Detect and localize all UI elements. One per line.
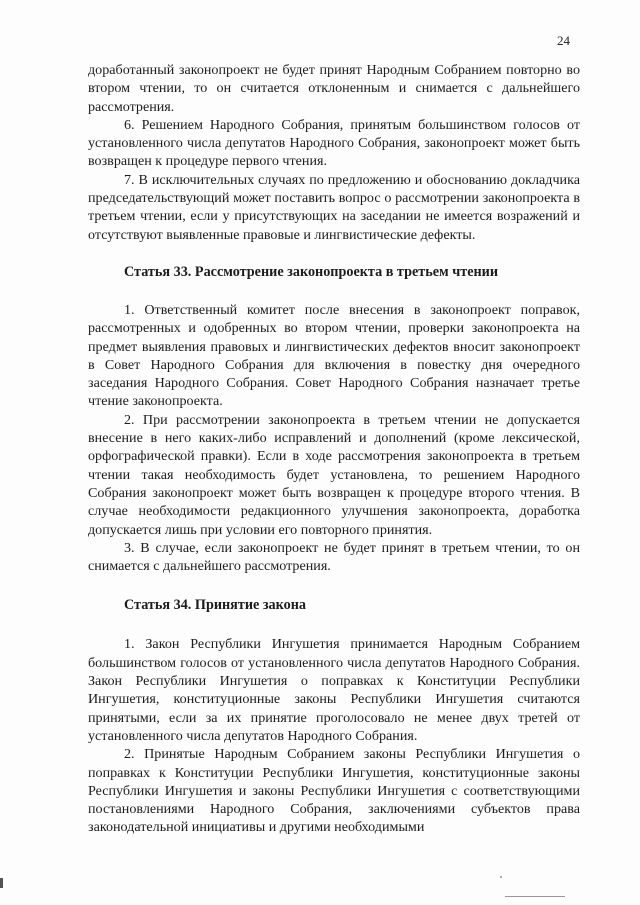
paragraph-item-7: 7. В исключительных случаях по предложению и обоснованию докладчика председательствующий может поставить вопрос о рассмотрении законопроекта в третьем чтении, если у присутствующих на заседании не имеется возражений и отсутствуют выявленные правовые и лингвистические дефекты. bbox=[88, 171, 580, 243]
paragraph-item-6: 6. Решением Народного Собрания, принятым большинством голосов от установленного числа депутатов Народного Собрания, законопроект может быть возвращен к процедуре первого чтения. bbox=[88, 116, 580, 170]
article-33-paragraph-1: 1. Ответственный комитет после внесения в законопроект поправок, рассмотренных и одобренных во втором чтении, проверки законопроекта на предмет выявления правовых и лингвистических дефектов вносит законопроект в Совет Народного Собрания для включения в повестку дня очередного заседания Народного Собрания. Совет Народного Собрания назначает третье чтение законопроекта. bbox=[88, 301, 580, 410]
article-33-paragraph-3: 3. В случае, если законопроект не будет принят в третьем чтении, то он снимается с дальнейшего рассмотрения. bbox=[88, 539, 580, 575]
scan-artifact-dot bbox=[500, 876, 502, 878]
article-34-paragraph-2: 2. Принятые Народным Собранием законы Республики Ингушетия о поправках к Конституции Республики Ингушетия, конституционные законы Республики Ингушетия и законы Республики Ингушетия с соответствующими постановлениями Народного Собрания, заключениями субъектов права законодательной инициативы и другими необходимыми bbox=[88, 746, 580, 836]
page-number: 24 bbox=[557, 33, 570, 48]
document-body bbox=[88, 61, 580, 837]
article-34-paragraph-1: 1. Закон Республики Ингушетия принимается Народным Собранием большинством голосов от установленного числа депутатов Народного Собрания. Закон Республики Ингушетия о поправках к Конституции Республики Ингушетия, конституционные законы Республики Ингушетия считаются принятыми, если за их принятие проголосовало не менее двух третей от установленного числа депутатов Народного Собрания. bbox=[88, 636, 580, 744]
scan-artifact-bottom bbox=[505, 896, 565, 897]
article-34-title: Статья 34. Принятие закона bbox=[124, 597, 306, 614]
paragraph-continuation: доработанный законопроект не будет принят Народным Собранием повторно во втором чтении, то он считается отклоненным и снимается с дальнейшего рассмотрения. bbox=[88, 62, 580, 115]
article-33-paragraph-2: 2. При рассмотрении законопроекта в третьем чтении не допускается внесение в него каких-либо исправлений и дополнений (кроме лексической, орфографической правки). Если в ходе рассмотрения законопроекта в третьем чтении такая необходимость будет установлена, то решением Народного Собрания законопроект может быть возвращен к процедуре второго чтения. В случае необходимости редакционного улучшения законопроекта, доработка допускается лишь при условии его повторного принятия. bbox=[88, 411, 580, 538]
article-33-title: Статья 33. Рассмотрение законопроекта в третьем чтении bbox=[124, 263, 499, 280]
scan-artifact-left bbox=[0, 878, 3, 888]
